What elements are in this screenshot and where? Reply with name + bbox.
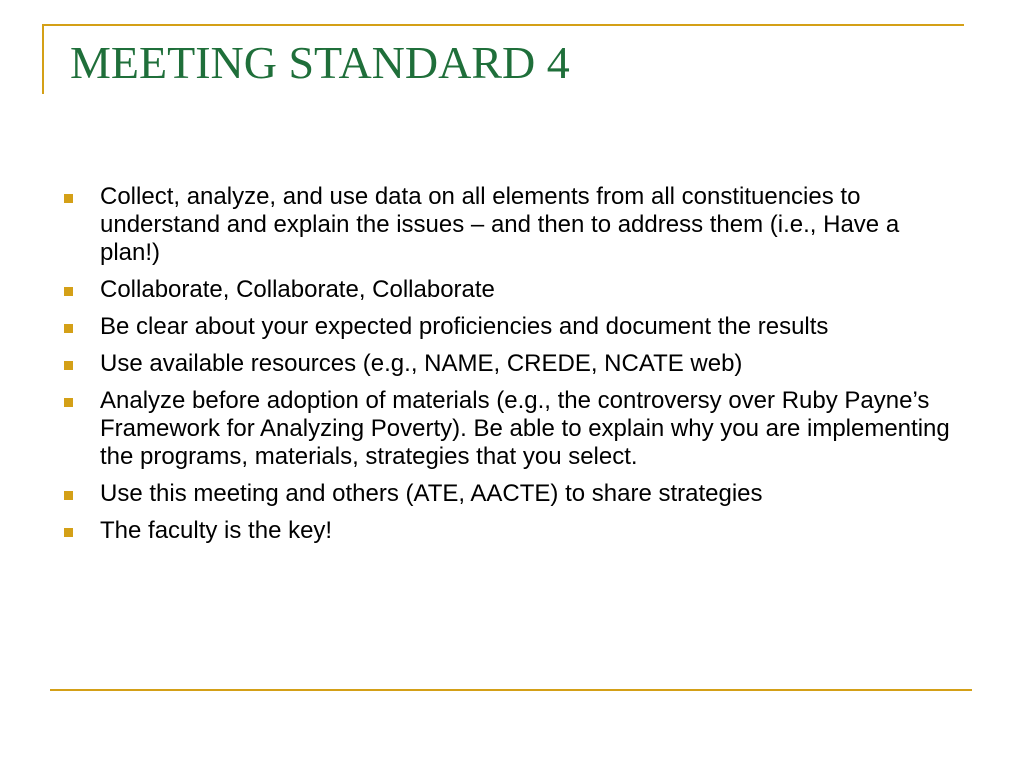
- square-bullet-icon: [64, 361, 73, 370]
- bullet-text: Analyze before adoption of materials (e.g., the controversy over Ruby Payne’s Framework for Analyzing Poverty). Be able to explain why you are implementing the programs, materials, strategies that you select.: [100, 387, 950, 470]
- bullet-text: Collaborate, Collaborate, Collaborate: [100, 276, 495, 303]
- slide-title: MEETING STANDARD 4: [70, 37, 570, 88]
- left-divider: [42, 24, 44, 94]
- square-bullet-icon: [64, 324, 73, 333]
- bullet-item: [64, 387, 964, 471]
- square-bullet-icon: [64, 491, 73, 500]
- bullet-list: [64, 183, 964, 554]
- bullet-text: The faculty is the key!: [100, 517, 333, 544]
- bullet-item: [64, 350, 964, 378]
- square-bullet-icon: [64, 287, 73, 296]
- square-bullet-icon: [64, 194, 73, 203]
- top-divider: [42, 24, 964, 26]
- bullet-item: [64, 276, 964, 304]
- bullet-item: [64, 313, 964, 341]
- bullet-item: [64, 517, 964, 545]
- bullet-text: Use this meeting and others (ATE, AACTE) to share strategies: [100, 480, 763, 507]
- square-bullet-icon: [64, 398, 73, 407]
- bullet-text: Use available resources (e.g., NAME, CREDE, NCATE web): [100, 350, 743, 377]
- bottom-divider: [50, 689, 972, 691]
- bullet-item: [64, 480, 964, 508]
- square-bullet-icon: [64, 528, 73, 537]
- bullet-text: Be clear about your expected proficiencies and document the results: [100, 313, 829, 340]
- bullet-text: Collect, analyze, and use data on all elements from all constituencies to understand and explain the issues – and then to address them (i.e., Have a plan!): [100, 183, 900, 266]
- bullet-item: [64, 183, 964, 267]
